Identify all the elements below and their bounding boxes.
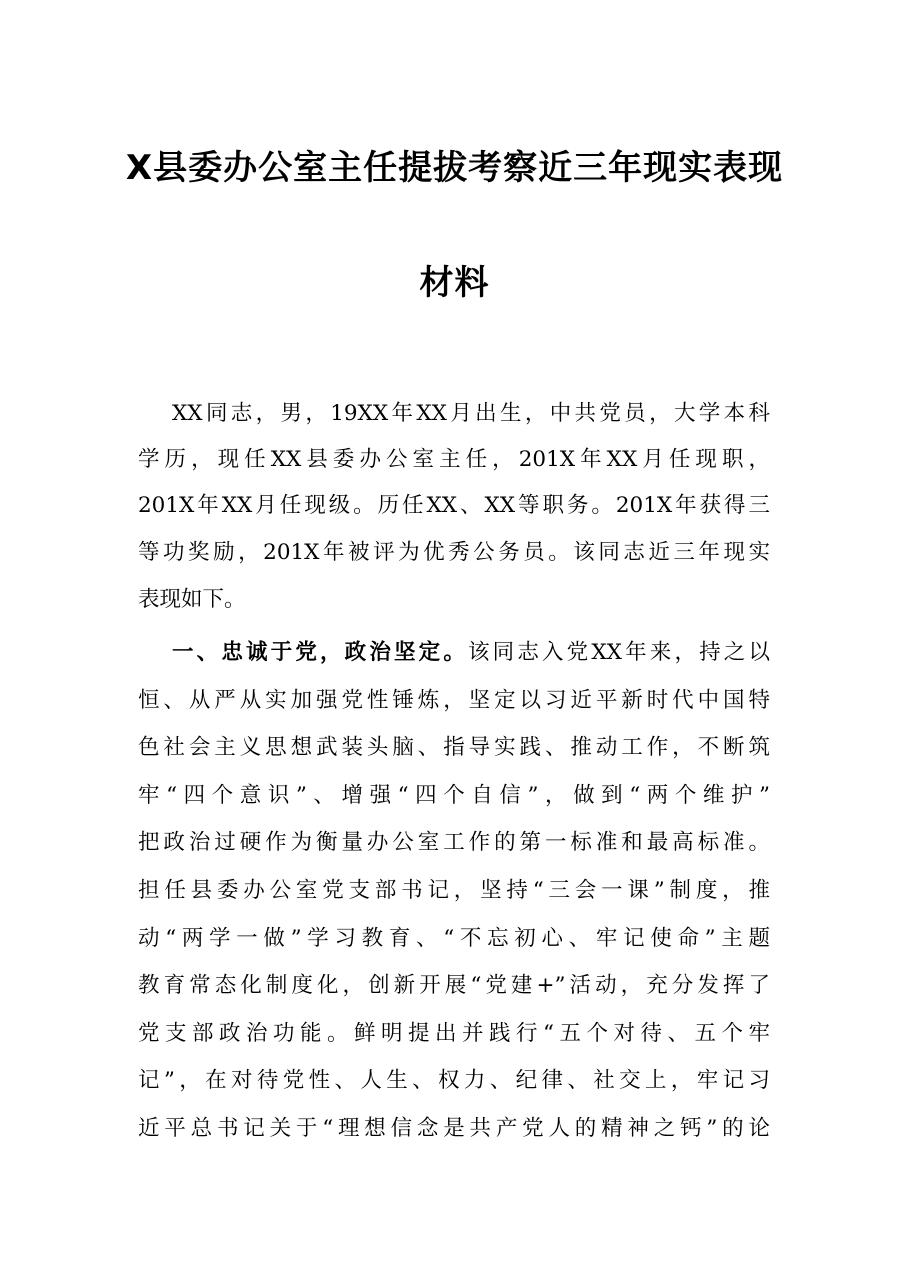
section1-line-6: 担任县委办公室党支部书记，坚持“三会一课”制度，推	[138, 878, 770, 903]
section1-line-9: 党支部政治功能。鲜明提出并践行“五个对待、五个牢	[138, 1021, 770, 1046]
section1-line-11: 近平总书记关于“理想信念是共产党人的精神之钙”的论	[138, 1116, 770, 1141]
document-title-line-1: X县委办公室主任提拔考察近三年现实表现	[125, 148, 784, 188]
intro-line-2: 学历，现任XX县委办公室主任，201X年XX月任现职，	[138, 447, 770, 472]
section1-line-3: 色社会主义思想武装头脑、指导实践、推动工作，不断筑	[138, 735, 770, 760]
intro-line-1: XX同志，男，19XX年XX月出生，中共党员，大学本科	[172, 401, 770, 426]
section1-first-line-rest: 该同志入党XX年来，持之以	[468, 640, 770, 665]
section1-line-7: 动“两学一做”学习教育、“不忘初心、牢记使命”主题	[138, 926, 770, 951]
intro-line-4: 等功奖励，201X年被评为优秀公务员。该同志近三年现实	[138, 540, 770, 565]
intro-line-5: 表现如下。	[138, 587, 246, 612]
section1-first-line	[172, 638, 770, 668]
section1-line-5: 把政治过硬作为衡量办公室工作的第一标准和最高标准。	[138, 830, 770, 855]
section1-line-10: 记”，在对待党性、人生、权力、纪律、社交上，牢记习	[138, 1068, 770, 1093]
section1-line-8: 教育常态化制度化，创新开展“党建+”活动，充分发挥了	[138, 973, 770, 998]
section1-heading: 一、忠诚于党，政治坚定。	[172, 640, 469, 665]
section1-line-4: 牢“四个意识”、增强“四个自信”，做到“两个维护”	[138, 783, 770, 808]
section1-line-2: 恒、从严从实加强党性锤炼，坚定以习近平新时代中国特	[138, 688, 770, 713]
intro-line-3: 201X年XX月任现级。历任XX、XX等职务。201X年获得三	[138, 493, 770, 518]
document-title-line-2: 材料	[419, 263, 490, 303]
